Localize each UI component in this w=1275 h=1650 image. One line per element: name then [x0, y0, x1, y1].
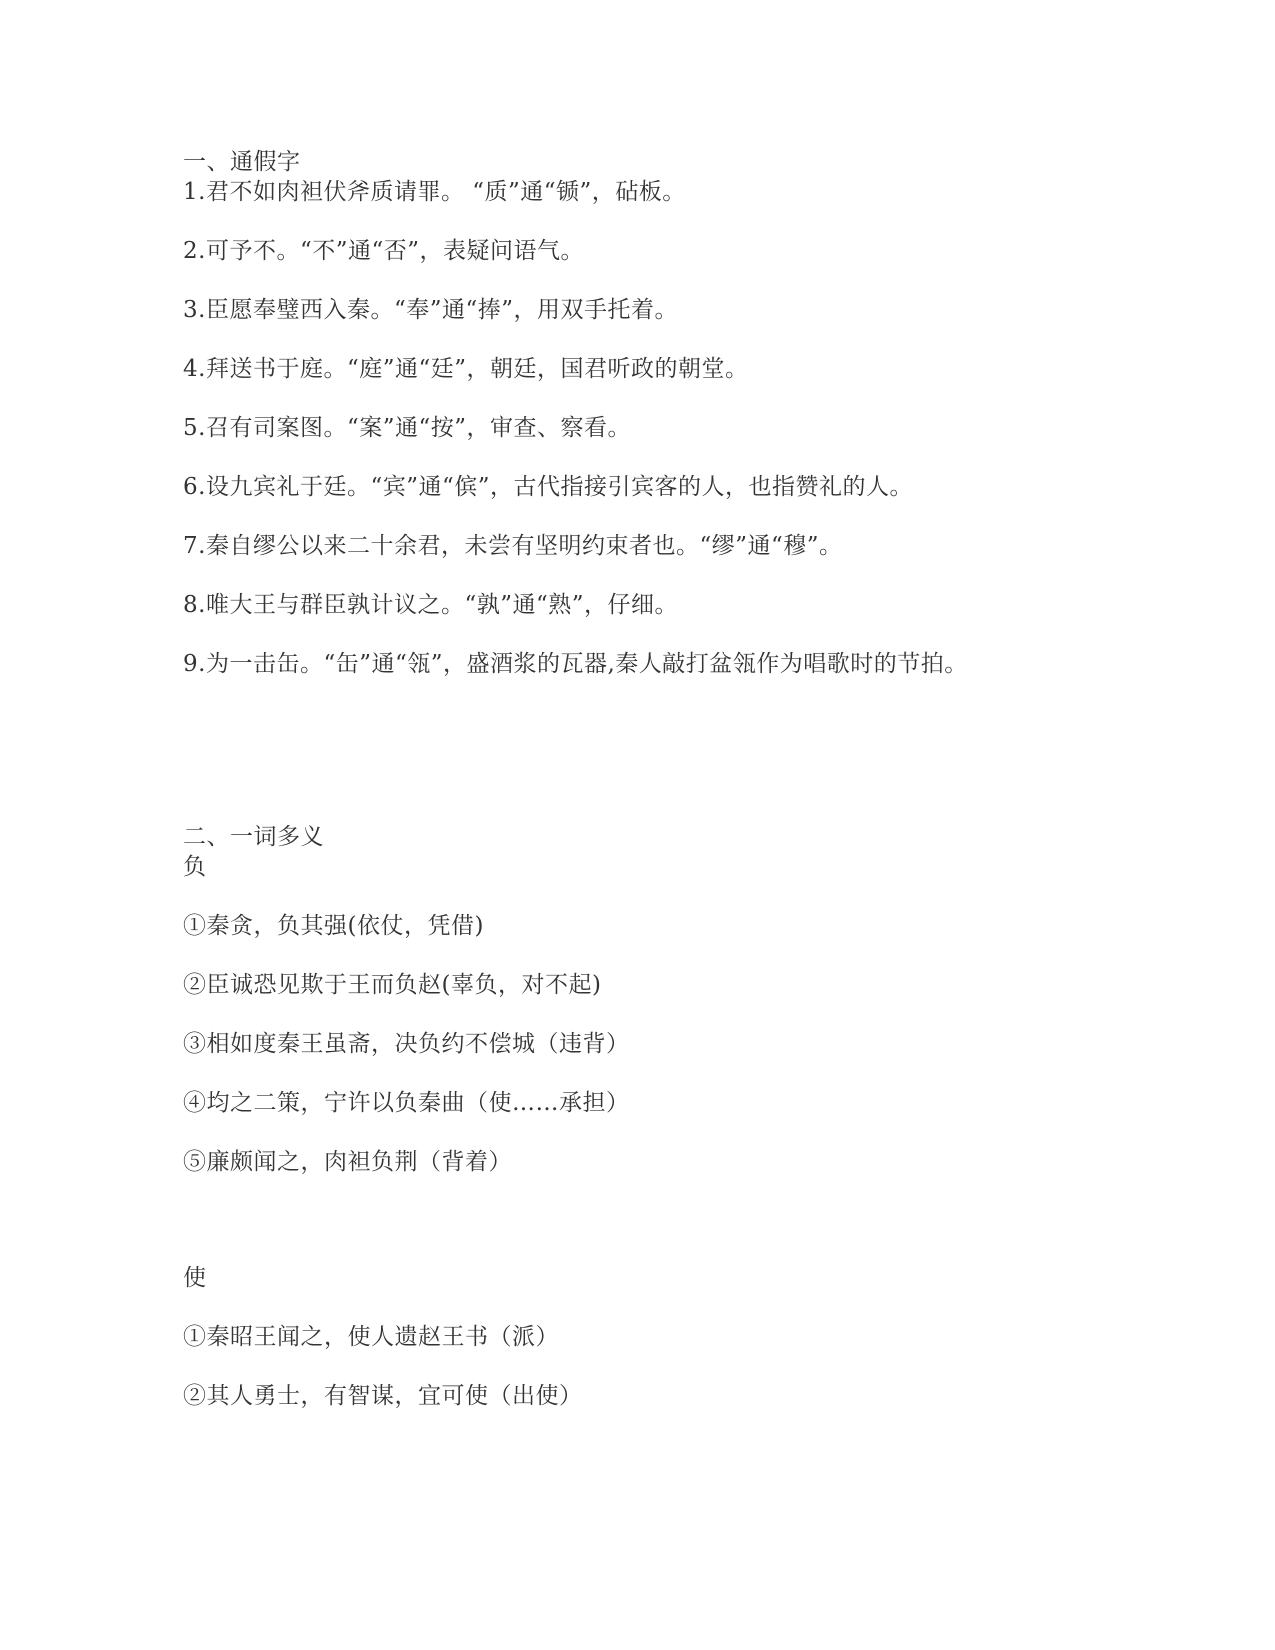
tongjiazi-item-7: 7.秦自缪公以来二十余君，未尝有坚明约束者也。“缪”通“穆”。 — [183, 533, 843, 559]
shi-item-2: ②其人勇士，有智谋，宜可使（出使） — [183, 1383, 583, 1409]
fu-item-3: ③相如度秦王虽斋，决负约不偿城（违背） — [183, 1031, 630, 1057]
word-heading-shi: 使 — [183, 1265, 207, 1291]
fu-item-4: ④均之二策，宁许以负秦曲（使……承担） — [183, 1090, 630, 1116]
section-heading-yiciduoyi: 二、一词多义 — [183, 824, 324, 850]
tongjiazi-item-5: 5.召有司案图。“案”通“按”，审查、察看。 — [183, 415, 631, 441]
shi-item-1: ①秦昭王闻之，使人遗赵王书（派） — [183, 1324, 559, 1350]
tongjiazi-item-9: 9.为一击缶。“缶”通“瓴”，盛酒浆的瓦器,秦人敲打盆瓴作为唱歌时的节拍。 — [183, 651, 968, 677]
tongjiazi-item-4: 4.拜送书于庭。“庭”通“廷”，朝廷，国君听政的朝堂。 — [183, 356, 749, 382]
section-heading-tongjiazi: 一、通假字 — [183, 149, 301, 175]
tongjiazi-item-8: 8.唯大王与群臣孰计议之。“孰”通“熟”，仔细。 — [183, 592, 678, 618]
tongjiazi-item-3: 3.臣愿奉璧西入秦。“奉”通“捧”，用双手托着。 — [183, 297, 678, 323]
fu-item-5: ⑤廉颇闻之，肉袒负荆（背着） — [183, 1149, 512, 1175]
tongjiazi-item-2: 2.可予不。“不”通“否”，表疑问语气。 — [183, 238, 584, 264]
tongjiazi-item-6: 6.设九宾礼于廷。“宾”通“傧”，古代指接引宾客的人，也指赞礼的人。 — [183, 474, 913, 500]
word-heading-fu: 负 — [183, 854, 207, 880]
fu-item-2: ②臣诚恐见欺于王而负赵(辜负，对不起) — [183, 972, 602, 998]
fu-item-1: ①秦贪，负其强(依仗，凭借) — [183, 913, 484, 939]
tongjiazi-item-1: 1.君不如肉袒伏斧质请罪。 “质”通“锧”，砧板。 — [183, 179, 686, 205]
